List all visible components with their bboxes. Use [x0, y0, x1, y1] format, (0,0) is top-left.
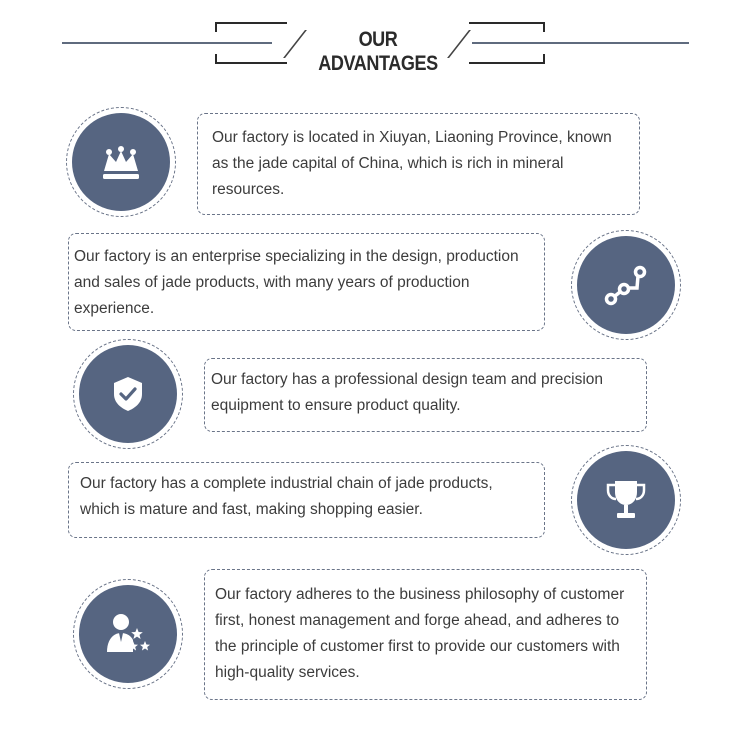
advantage-2-circle: [577, 236, 675, 334]
title-frame-left-bottom: [215, 54, 217, 64]
header-line-left: [62, 42, 272, 44]
customer-stars-icon: [104, 612, 152, 656]
advantage-3-card: [204, 358, 647, 432]
advantage-3-badge: [73, 339, 183, 449]
advantage-5-badge: [73, 579, 183, 689]
advantage-3-text: Our factory has a professional design team and precision equipment to ensure product quality.: [211, 371, 604, 414]
advantage-4-badge: [571, 445, 681, 555]
advantage-4-card: [68, 462, 545, 538]
advantage-4-text: Our factory has a complete industrial chain of jade products, which is mature and fast, making shopping easier.: [80, 475, 493, 518]
advantage-5-text: Our factory adheres to the business philosophy of customer first, honest management and forge ahead, and adheres to the principle of customer first to provide our customers with high-quality services.: [215, 586, 625, 681]
advantage-3-circle: [79, 345, 177, 443]
shield-check-icon: [111, 375, 145, 413]
header-line-right: [472, 42, 689, 44]
title-frame-left-top: [215, 22, 217, 32]
title-frame-right-top: [543, 22, 545, 32]
advantage-2-text: Our factory is an enterprise specializing in the design, production and sales of jade products, with many years of production experience.: [74, 248, 519, 317]
advantage-4-circle: [577, 451, 675, 549]
advantage-1-badge: [66, 107, 176, 217]
crown-icon: [101, 144, 141, 180]
advantage-1-circle: [72, 113, 170, 211]
title-frame-right-bottom: [543, 54, 545, 64]
advantage-5-card: [204, 569, 647, 700]
page-title: OUR ADVANTAGES: [318, 28, 438, 75]
advantage-1-text: Our factory is located in Xiuyan, Liaoning Province, known as the jade capital of China, which is rich in mineral resources.: [212, 129, 612, 198]
advantage-2-card: [68, 233, 545, 331]
advantage-5-circle: [79, 585, 177, 683]
advantage-1-card: [197, 113, 640, 215]
growth-chart-icon: [604, 263, 648, 307]
trophy-icon: [604, 478, 648, 522]
advantage-2-badge: [571, 230, 681, 340]
